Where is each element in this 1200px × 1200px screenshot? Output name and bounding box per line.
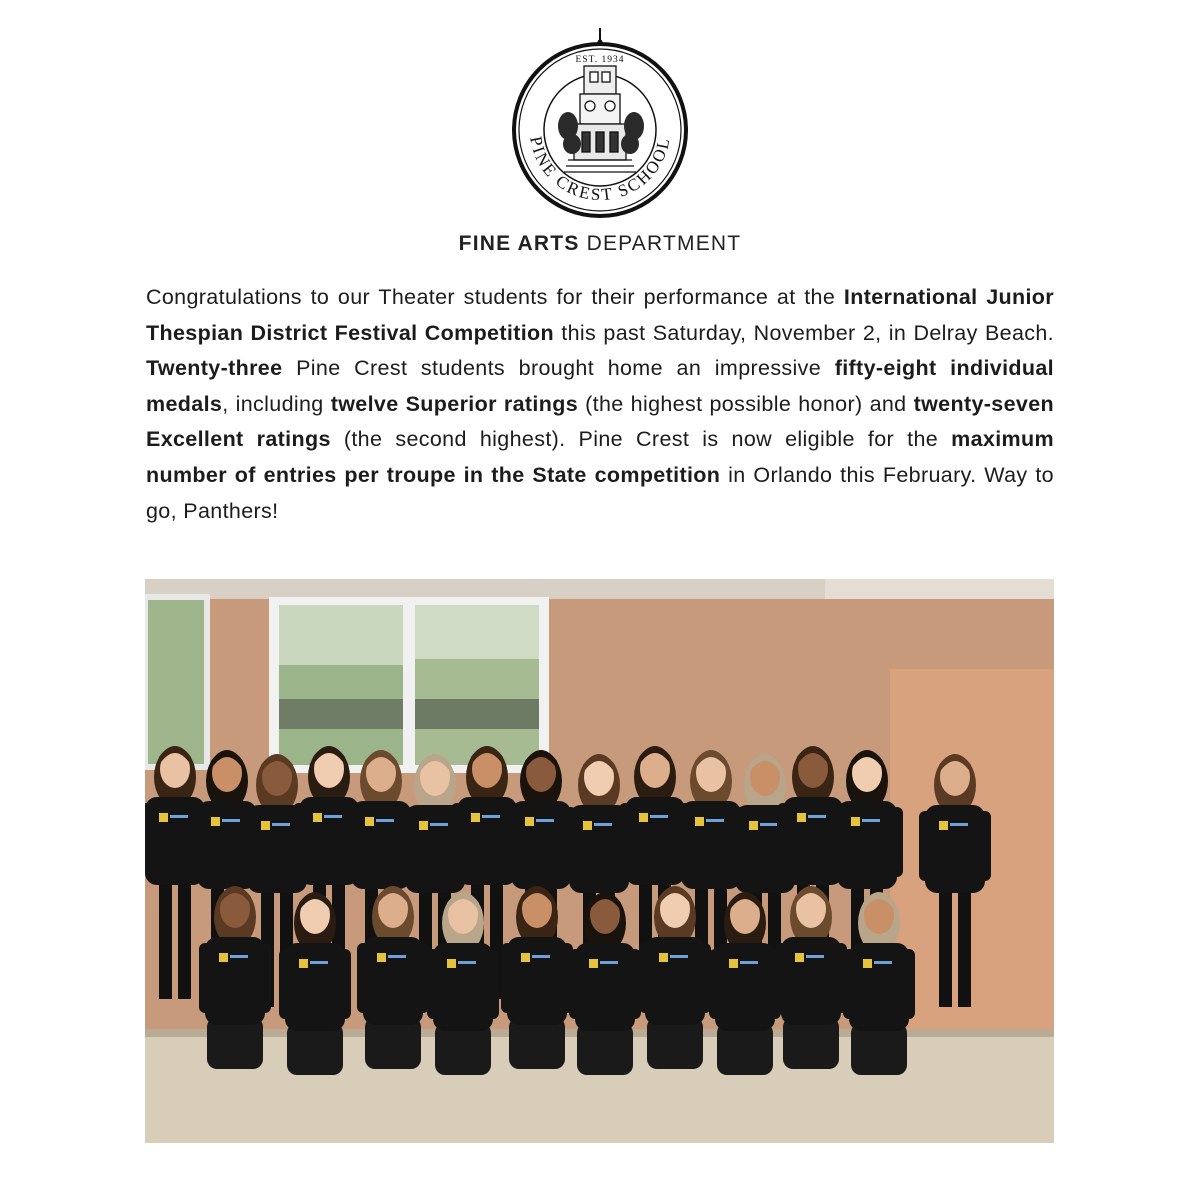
highlight-text: International Junior Thespian District Festival Competition xyxy=(146,285,1054,345)
seal-est-text: EST. 1934 xyxy=(575,55,625,65)
department-name-light: DEPARTMENT xyxy=(586,232,742,255)
highlight-text: fifty-eight individual medals xyxy=(146,356,1054,416)
school-seal-logo xyxy=(510,26,690,222)
body-text-segment: in Orlando this February. Way to go, Panthers! xyxy=(146,462,1054,523)
highlight-text: maximum number of entries per troupe in the State competition xyxy=(146,427,1054,487)
body-text-segment: Congratulations to our Theater students for their performance at the xyxy=(146,285,844,309)
department-heading xyxy=(0,232,1200,256)
body-text-segment: (the second highest). Pine Crest is now eligible for the xyxy=(330,427,952,452)
body-text-segment: Pine Crest students brought home an impressive xyxy=(282,356,835,381)
department-name-bold: FINE ARTS xyxy=(458,232,580,255)
body-text-segment: this past Saturday, November 2, in Delray Beach. xyxy=(554,320,1054,345)
highlight-text: twenty-seven Excellent ratings xyxy=(146,391,1054,452)
highlight-text: Twenty-three xyxy=(146,356,283,381)
highlight-text: twelve Superior ratings xyxy=(330,391,579,416)
body-text-segment: (the highest possible honor) and xyxy=(578,391,914,416)
seal-school-name: PINE CREST SCHOOL xyxy=(526,134,674,205)
group-photo xyxy=(145,579,1054,1143)
body-text-segment: , including xyxy=(222,391,331,416)
seal-graphic xyxy=(510,26,690,222)
group-photo-illustration xyxy=(145,579,1054,1143)
announcement-paragraph xyxy=(146,280,1054,529)
